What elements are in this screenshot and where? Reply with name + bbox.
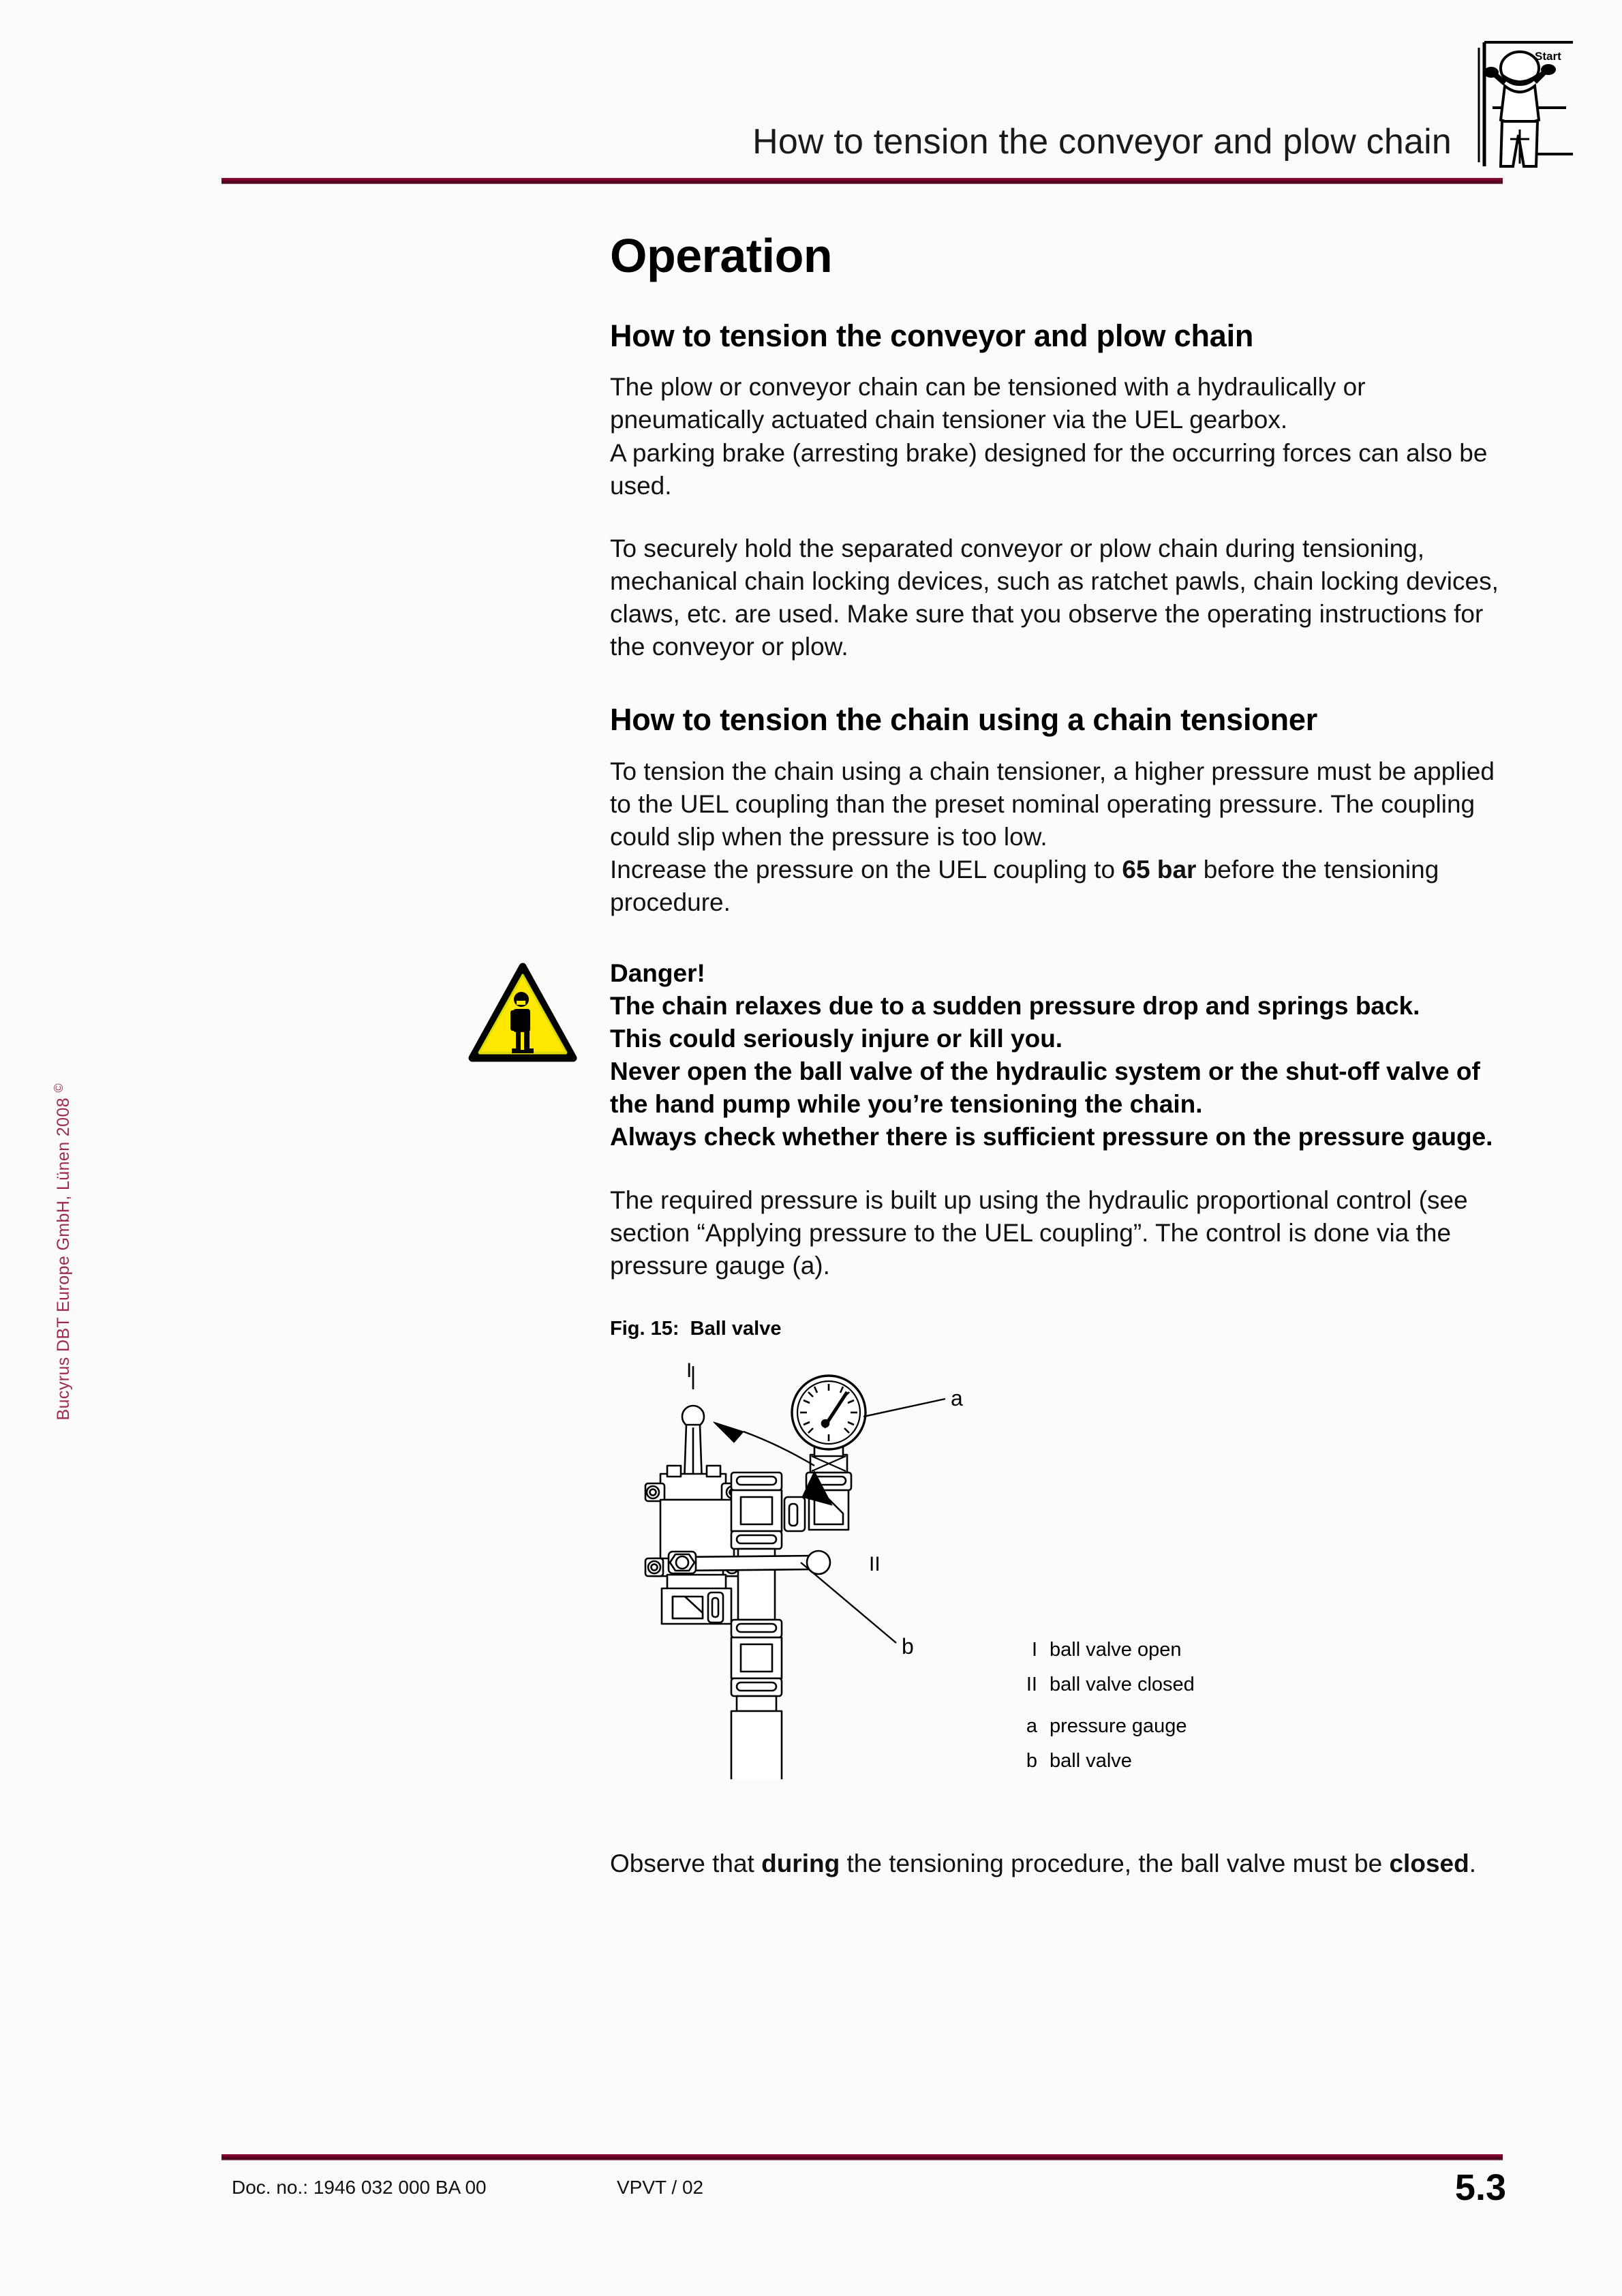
copyright-notice [52,1013,74,1490]
tensioner-paragraph-1: To tension the chain using a chain tensioner, a higher pressure must be applied to the UEL coupling than the preset nominal operating pressure. The coupling could slip when the pressure is too low. [610,757,1495,851]
section-heading: How to tension the conveyor and plow chain [610,318,1254,353]
pressure-text-tail: before the tensioning procedure. [610,855,1439,916]
start-label: Start [1535,50,1561,63]
legend-label: ball valve [1050,1749,1132,1772]
footer-divider-rule [221,2154,1503,2160]
closing-paragraph [610,1847,1503,1880]
legend-item-pressure-gauge [1002,1717,1195,1736]
page-number: 5.3 [1454,2167,1506,2208]
figure-legend [1002,1640,1195,1786]
closing-period: . [1469,1849,1476,1877]
danger-notice [610,957,1503,1154]
securing-paragraph: To securely hold the separated conveyor or plow chain during tensioning, mechanical chain locking devices, such as ratchet pawls, chain locking devices, claws, etc. are used. Make sure that you observe the operating instructions for the conveyor or plow. [610,534,1499,661]
legend-key: a [1026,1715,1037,1737]
subsection-heading: How to tension the chain using a chain tensioner [610,702,1318,738]
closing-emphasis-closed: closed [1389,1849,1469,1877]
footer-revision: VPVT / 02 [617,2177,704,2198]
legend-label: pressure gauge [1050,1715,1187,1737]
callout-pressure-gauge: a [951,1385,963,1410]
pressure-buildup-paragraph: The required pressure is built up using the hydraulic proportional control (see section “Applying pressure to the UEL coupling”. The control is done via the pressure gauge (a). [610,1185,1468,1280]
ball-valve-figure [610,1357,1503,1807]
intro-paragraph-2: A parking brake (arresting brake) designed for the occurring forces can also be used. [610,438,1488,500]
copyright-symbol: © [51,1083,65,1093]
legend-key: b [1026,1749,1037,1772]
pressure-value: 65 bar [1122,855,1197,883]
legend-label: ball valve open [1050,1638,1182,1661]
danger-heading: Danger! [610,959,705,987]
content-column [610,229,1503,1905]
tensioner-paragraph-2 [610,854,1503,919]
danger-line-2: This could seriously injure or kill you. [610,1025,1063,1053]
legend-item-position-open [1002,1640,1195,1660]
legend-item-ball-valve [1002,1751,1195,1771]
running-header-title: How to tension the conveyor and plow chain [752,122,1452,162]
danger-line-4: Always check whether there is sufficient pressure on the pressure gauge. [610,1123,1493,1151]
closing-middle: the tensioning procedure, the ball valve must be [840,1849,1390,1877]
figure-caption-label: Fig. 15: [610,1317,679,1340]
callout-position-closed: II [869,1552,881,1575]
closing-lead: Observe that [610,1849,762,1877]
warning-triangle-icon [468,961,577,1063]
figure-caption-text: Ball valve [690,1317,782,1340]
legend-item-position-closed [1002,1675,1195,1695]
footer-document-number: Doc. no.: 1946 032 000 BA 00 [232,2177,487,2198]
legend-key: I [1031,1638,1037,1661]
closing-emphasis-during: during [761,1849,840,1877]
page-title: Operation [610,229,833,282]
legend-key: II [1026,1673,1037,1695]
callout-position-open: I [686,1359,692,1382]
intro-paragraph-1: The plow or conveyor chain can be tensioned with a hydraulically or pneumatically actuated chain tensioner via the UEL gearbox. [610,373,1366,434]
danger-line-1: The chain relaxes due to a sudden pressure drop and springs back. [610,992,1420,1021]
danger-line-3: Never open the ball valve of the hydraulic system or the shut-off valve of the hand pump while you’re tensioning the chain. [610,1057,1480,1119]
legend-label: ball valve closed [1050,1673,1195,1695]
header-divider-rule [221,178,1503,184]
copyright-text: Bucyrus DBT Europe GmbH, Lünen 2008 [54,1097,74,1421]
pressure-text-lead: Increase the pressure on the UEL coupling to [610,855,1122,883]
figure-caption [610,1318,1503,1340]
callout-ball-valve: b [902,1633,914,1659]
operator-at-control-panel-icon [1464,33,1578,179]
